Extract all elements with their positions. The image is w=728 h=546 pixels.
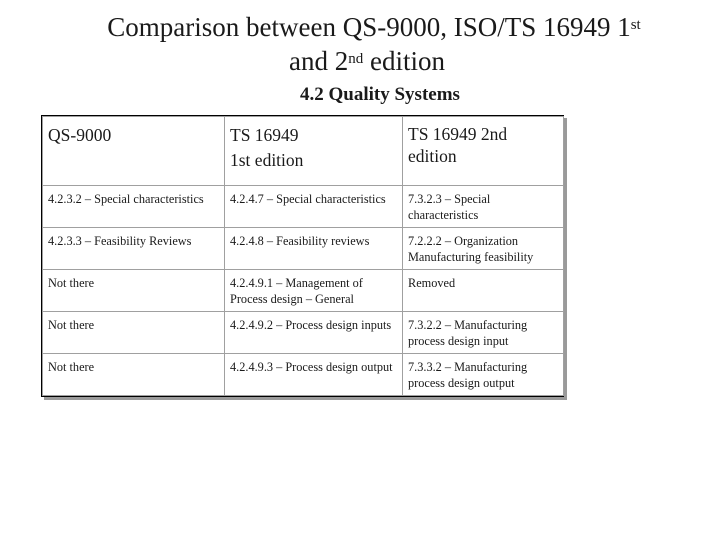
header-qs9000: QS-9000 [43, 117, 225, 186]
table-cell: Not there [43, 312, 225, 354]
table-cell: Not there [43, 270, 225, 312]
header-ts16949-2nd: TS 16949 2nd edition [403, 117, 564, 186]
table-cell: 7.3.3.2 – Manufacturing process design output [403, 354, 564, 396]
table-cell: Removed [403, 270, 564, 312]
comparison-table [41, 115, 564, 397]
table-cell: 4.2.4.7 – Special characteristics [225, 186, 403, 228]
header-ts16949-1st: TS 16949 1st edition [225, 117, 403, 186]
table-cell: 7.3.2.2 – Manufacturing process design input [403, 312, 564, 354]
table-cell: Not there [43, 354, 225, 396]
table-cell: 7.3.2.3 – Special characteristics [403, 186, 564, 228]
table-row [43, 270, 564, 312]
title-line-1: Comparison between QS-9000, ISO/TS 16949 1st [107, 12, 641, 42]
slide-title [0, 10, 728, 78]
table-cell: 7.2.2.2 – Organization Manufacturing feasibility [403, 228, 564, 270]
table-cell: 4.2.3.3 – Feasibility Reviews [43, 228, 225, 270]
table-row [43, 228, 564, 270]
table-row [43, 354, 564, 396]
table-row [43, 186, 564, 228]
table-cell: 4.2.4.9.1 – Management of Process design – General [225, 270, 403, 312]
table-cell: 4.2.4.9.3 – Process design output [225, 354, 403, 396]
section-subtitle: 4.2 Quality Systems [300, 84, 460, 105]
table-cell: 4.2.3.2 – Special characteristics [43, 186, 225, 228]
table-header-row [43, 117, 564, 186]
title-line-2: and 2nd edition [289, 46, 445, 76]
table-cell: 4.2.4.9.2 – Process design inputs [225, 312, 403, 354]
table-row [43, 312, 564, 354]
table-cell: 4.2.4.8 – Feasibility reviews [225, 228, 403, 270]
